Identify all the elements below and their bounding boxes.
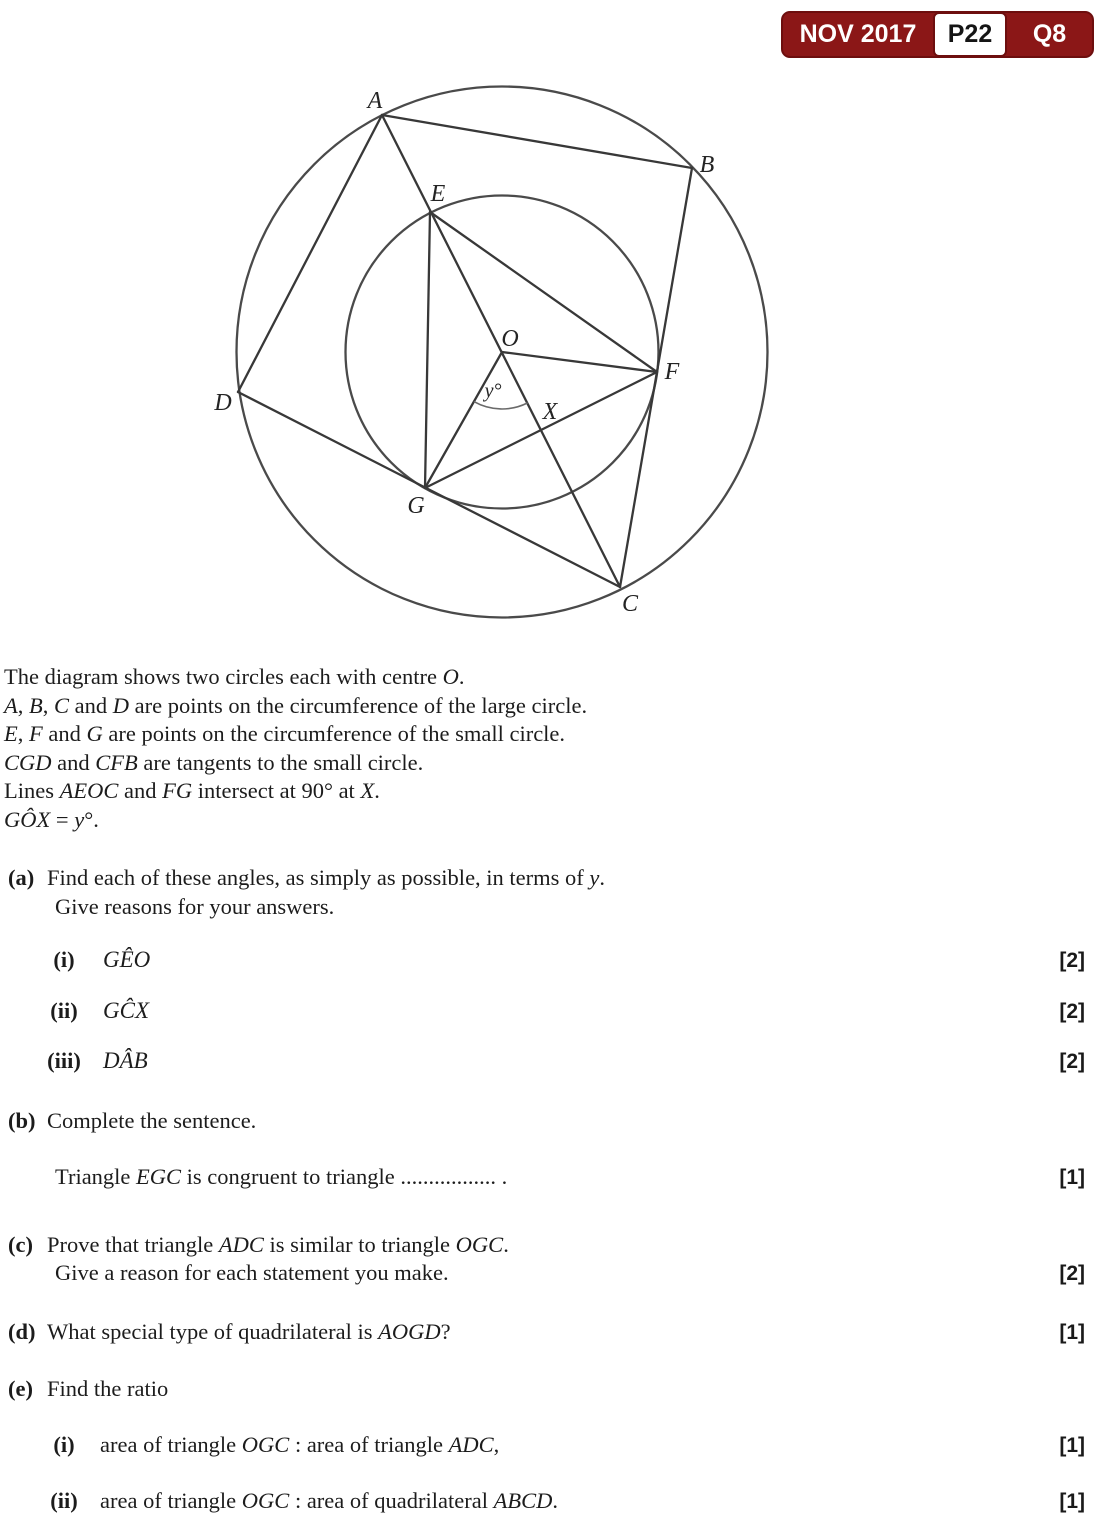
mark-badge: [1] [1059,1434,1085,1457]
point-label-x: X [542,399,558,425]
ratio-text-i: area of triangle OGC : area of triangle ADC, [100,1432,500,1457]
description-line: GÔX = y°. [4,806,99,832]
question-d-text: What special type of quadrilateral is AOGD? [47,1319,451,1344]
question-c-text: Prove that triangle ADC is similar to triangle OGC. [47,1232,509,1257]
item-label-iii: (iii) [47,1048,81,1073]
point-label-g: G [407,493,425,519]
mark-badge: [2] [1059,1000,1085,1023]
point-label-c: C [621,591,639,617]
badge-paper: P22 [933,12,1007,57]
point-label-f: F [664,359,680,385]
badge-question: Q8 [1032,20,1067,48]
point-label-a: A [367,88,383,114]
description-line: CGD and CFB are tangents to the small circle. [4,749,424,775]
question-e-i [0,1431,1100,1460]
question-a [0,864,1100,892]
question-b [0,1107,1100,1135]
question-b-text: Complete the sentence. [47,1108,257,1133]
diagram-description [4,663,904,835]
question-a-text: Find each of these angles, as simply as possible, in terms of y. [47,865,606,890]
item-label-ii: (ii) [50,998,78,1023]
question-a-iii [0,1047,1100,1076]
tangent-cgd [238,392,620,587]
section-label-a: (a) [8,865,35,890]
section-label-b: (b) [8,1108,36,1133]
line-fg [425,372,657,488]
question-a-text2: Give reasons for your answers. [55,894,335,919]
question-b-sentence [0,1163,1100,1192]
item-label-i: (i) [53,947,75,972]
chord-ab [382,115,692,168]
mark-badge: [2] [1059,1262,1085,1285]
description-line: Lines AEOC and FG intersect at 90° at X. [4,778,380,804]
item-label-ii: (ii) [50,1488,78,1513]
chord-ef [430,212,657,372]
point-label-e: E [430,181,446,207]
section-label-c: (c) [8,1232,33,1257]
question-a-i [0,946,1100,975]
mark-badge: [1] [1059,1490,1085,1513]
question-a-line2 [0,893,1100,921]
tangent-bfc [620,168,692,587]
mark-badge: [2] [1059,949,1085,972]
question-d [0,1318,1100,1347]
badge-session: NOV 2017 [799,20,917,48]
angle-arc-y [474,402,528,409]
angle-label-y: y° [484,380,502,402]
angle-dab: DÂB [103,1048,148,1073]
section-label-e: (e) [8,1376,33,1401]
section-label-d: (d) [8,1319,36,1344]
description-line: The diagram shows two circles each with centre O. [4,664,465,689]
chord-eg [425,212,430,488]
congruent-sentence: Triangle EGC is congruent to triangle ................. . [55,1164,508,1189]
mark-badge: [1] [1059,1321,1085,1344]
question-e [0,1375,1100,1403]
description-line: A, B, C and D are points on the circumference of the large circle. [4,692,588,718]
question-a-ii [0,997,1100,1026]
question-c [0,1231,1100,1259]
angle-geo: GÊO [103,947,151,972]
point-label-d: D [214,390,232,416]
question-c-text2: Give a reason for each statement you make. [55,1260,449,1285]
question-e-ii [0,1487,1100,1516]
geometry-diagram [0,0,1100,650]
mark-badge: [2] [1059,1050,1085,1073]
question-e-text: Find the ratio [47,1376,169,1401]
item-label-i: (i) [53,1432,75,1457]
question-c-line2 [0,1259,1100,1288]
chord-da [238,115,382,392]
angle-gcx: GĈX [103,998,149,1023]
mark-badge: [1] [1059,1166,1085,1189]
point-label-b: B [699,152,715,178]
description-line: E, F and G are points on the circumference of the small circle. [4,721,566,747]
ratio-text-ii: area of triangle OGC : area of quadrilateral ABCD. [100,1488,558,1513]
point-label-o: O [501,326,519,352]
